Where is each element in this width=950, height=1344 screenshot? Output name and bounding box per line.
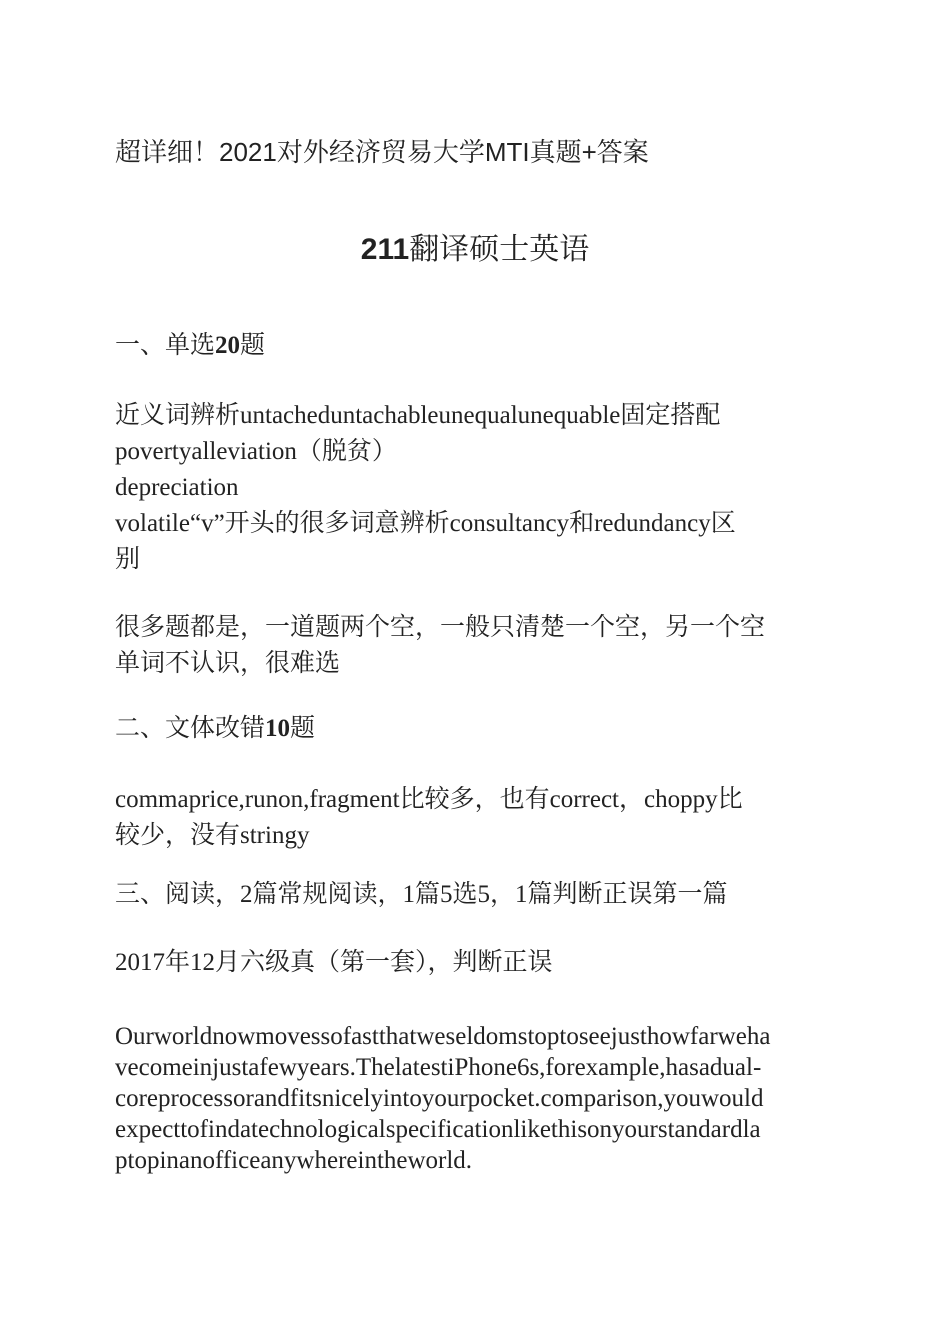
section2-count: 10 (265, 715, 291, 742)
vocab-line: 别 (115, 546, 141, 573)
passage-line: vecomeinjustafewyears.ThelatestiPhone6s,forexample,hasadual- (115, 1054, 762, 1081)
exam-source-line: 2017年12月六级真（第一套），判断正误 (115, 949, 553, 976)
section-heading-error-correction (115, 711, 835, 747)
section-heading-reading: 三、阅读，2篇常规阅读，1篇5选5，1篇判断正误第一篇 (115, 881, 728, 908)
difficulty-comment (115, 610, 835, 682)
section1-prefix: 一、单选 (115, 332, 216, 359)
vocab-line: povertyalleviation（脱贫） (115, 438, 397, 465)
reading-passage (115, 1021, 835, 1176)
document-title: 超详细！2021对外经济贸易大学MTI真题+答案 (115, 137, 649, 167)
passage-line: Ourworldnowmovessofastthatweseldomstoptoseejusthowfarweha (115, 1023, 771, 1050)
section2-suffix: 题 (290, 715, 316, 742)
section-heading-single-choice (115, 328, 835, 364)
passage-line: coreprocessorandfitsnicelyintoyourpocket.comparison,youwould (115, 1085, 764, 1112)
error-line: commaprice,runon,fragment比较多，也有correct，choppy比 (115, 786, 743, 813)
vocab-line: 近义词辨析untacheduntachableunequalunequable固定搭配 (115, 402, 721, 429)
error-line: 较少，没有stringy (115, 822, 310, 849)
comment-line: 很多题都是，一道题两个空，一般只清楚一个空，另一个空 (115, 614, 766, 641)
section2-prefix: 二、文体改错 (115, 715, 266, 742)
comment-line: 单词不认识，很难选 (115, 650, 341, 677)
error-types-notes (115, 782, 835, 854)
passage-line: expecttofindatechnologicalspecificationlikethisonyourstandardla (115, 1116, 761, 1143)
subtitle-text: 翻译硕士英语 (409, 233, 590, 266)
section1-suffix: 题 (240, 332, 266, 359)
section1-count: 20 (215, 332, 241, 359)
vocab-notes (115, 398, 835, 578)
passage-line: ptopinanofficeanywhereintheworld. (115, 1147, 473, 1174)
vocab-line: depreciation (115, 474, 239, 501)
subtitle-number: 211 (360, 233, 410, 266)
vocab-line: volatile“v”开头的很多词意辨析consultancy和redundancy区 (115, 510, 736, 537)
document-subtitle (115, 224, 835, 268)
